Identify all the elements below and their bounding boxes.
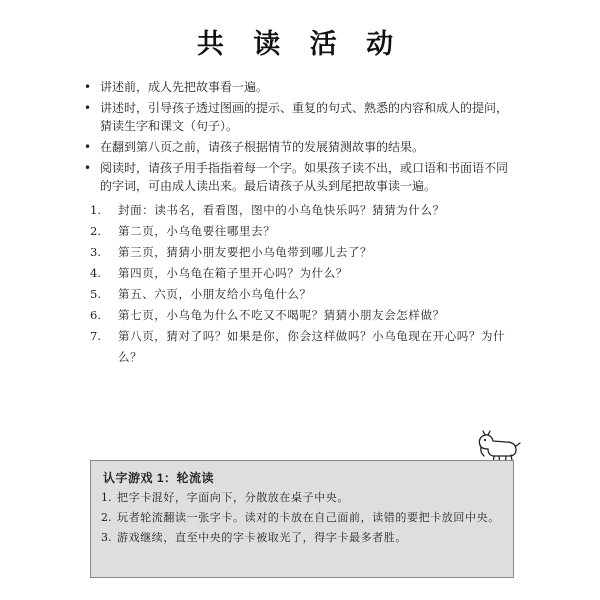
guideline-item: • 讲述时，引导孩子透过图画的提示、重复的句式、熟悉的内容和成人的提问，猜读生字和课文（句子）。: [84, 99, 514, 135]
guideline-item: • 在翻到第八页之前，请孩子根据情节的发展猜测故事的结果。: [84, 138, 514, 156]
page-title: 共 读 活 动: [196, 29, 404, 60]
guideline-item: • 阅读时，请孩子用手指指着每一个字。如果孩子读不出，或口语和书面语不同的字词，可由成人读出来。最后请孩子从头到尾把故事读一遍。: [84, 159, 514, 195]
question-item: [90, 242, 510, 263]
question-number: 3.: [90, 245, 101, 259]
question-text: 第七页，小乌龟为什么不吃又不喝呢？猜猜小朋友会怎样做？: [118, 308, 445, 322]
game-step-number: 3.: [101, 531, 112, 544]
question-item: [90, 263, 510, 284]
word-game-box: [90, 460, 514, 578]
question-item: [90, 200, 510, 221]
question-text: 第四页，小乌龟在箱子里开心吗？为什么？: [118, 266, 348, 280]
game-step-number: 2.: [101, 511, 112, 524]
game-title: 认字游戏 1：轮流读: [103, 471, 215, 485]
game-step-text: 游戏继续，直至中央的字卡被取光了，得字卡最多者胜。: [117, 531, 407, 544]
question-text: 第二页，小乌龟要往哪里去？: [118, 224, 276, 238]
question-list: [90, 200, 510, 368]
question-text: 第八页，猜对了吗？如果是你，你会这样做吗？小乌龟现在开心吗？为什么？: [118, 329, 506, 364]
guideline-item: • 讲述前，成人先把故事看一遍。: [84, 78, 514, 96]
question-text: 第五、六页，小朋友给小乌龟什么？: [118, 287, 312, 301]
guideline-list: [84, 78, 514, 198]
question-item: [90, 221, 510, 242]
question-text: 封面：读书名，看看图，图中的小乌龟快乐吗？猜猜为什么？: [118, 203, 445, 217]
question-number: 4.: [90, 266, 101, 280]
game-step-text: 玩者轮流翻读一张字卡。读对的卡放在自己面前，读错的要把卡放回中央。: [117, 511, 500, 524]
question-item: [90, 284, 510, 305]
game-step-item: [101, 489, 505, 506]
game-step-item: [101, 509, 505, 526]
question-number: 6.: [90, 308, 101, 322]
question-number: 5.: [90, 287, 101, 301]
game-step-number: 1.: [101, 491, 112, 504]
question-number: 2.: [90, 224, 101, 238]
question-item: [90, 326, 510, 368]
question-number: 7.: [90, 329, 101, 343]
question-item: [90, 305, 510, 326]
game-step-item: [101, 529, 505, 546]
question-text: 第三页，猜猜小朋友要把小乌龟带到哪儿去了？: [118, 245, 373, 259]
game-step-list: [101, 489, 505, 549]
question-number: 1.: [90, 203, 101, 217]
game-step-text: 把字卡混好，字面向下，分散放在桌子中央。: [117, 491, 349, 504]
